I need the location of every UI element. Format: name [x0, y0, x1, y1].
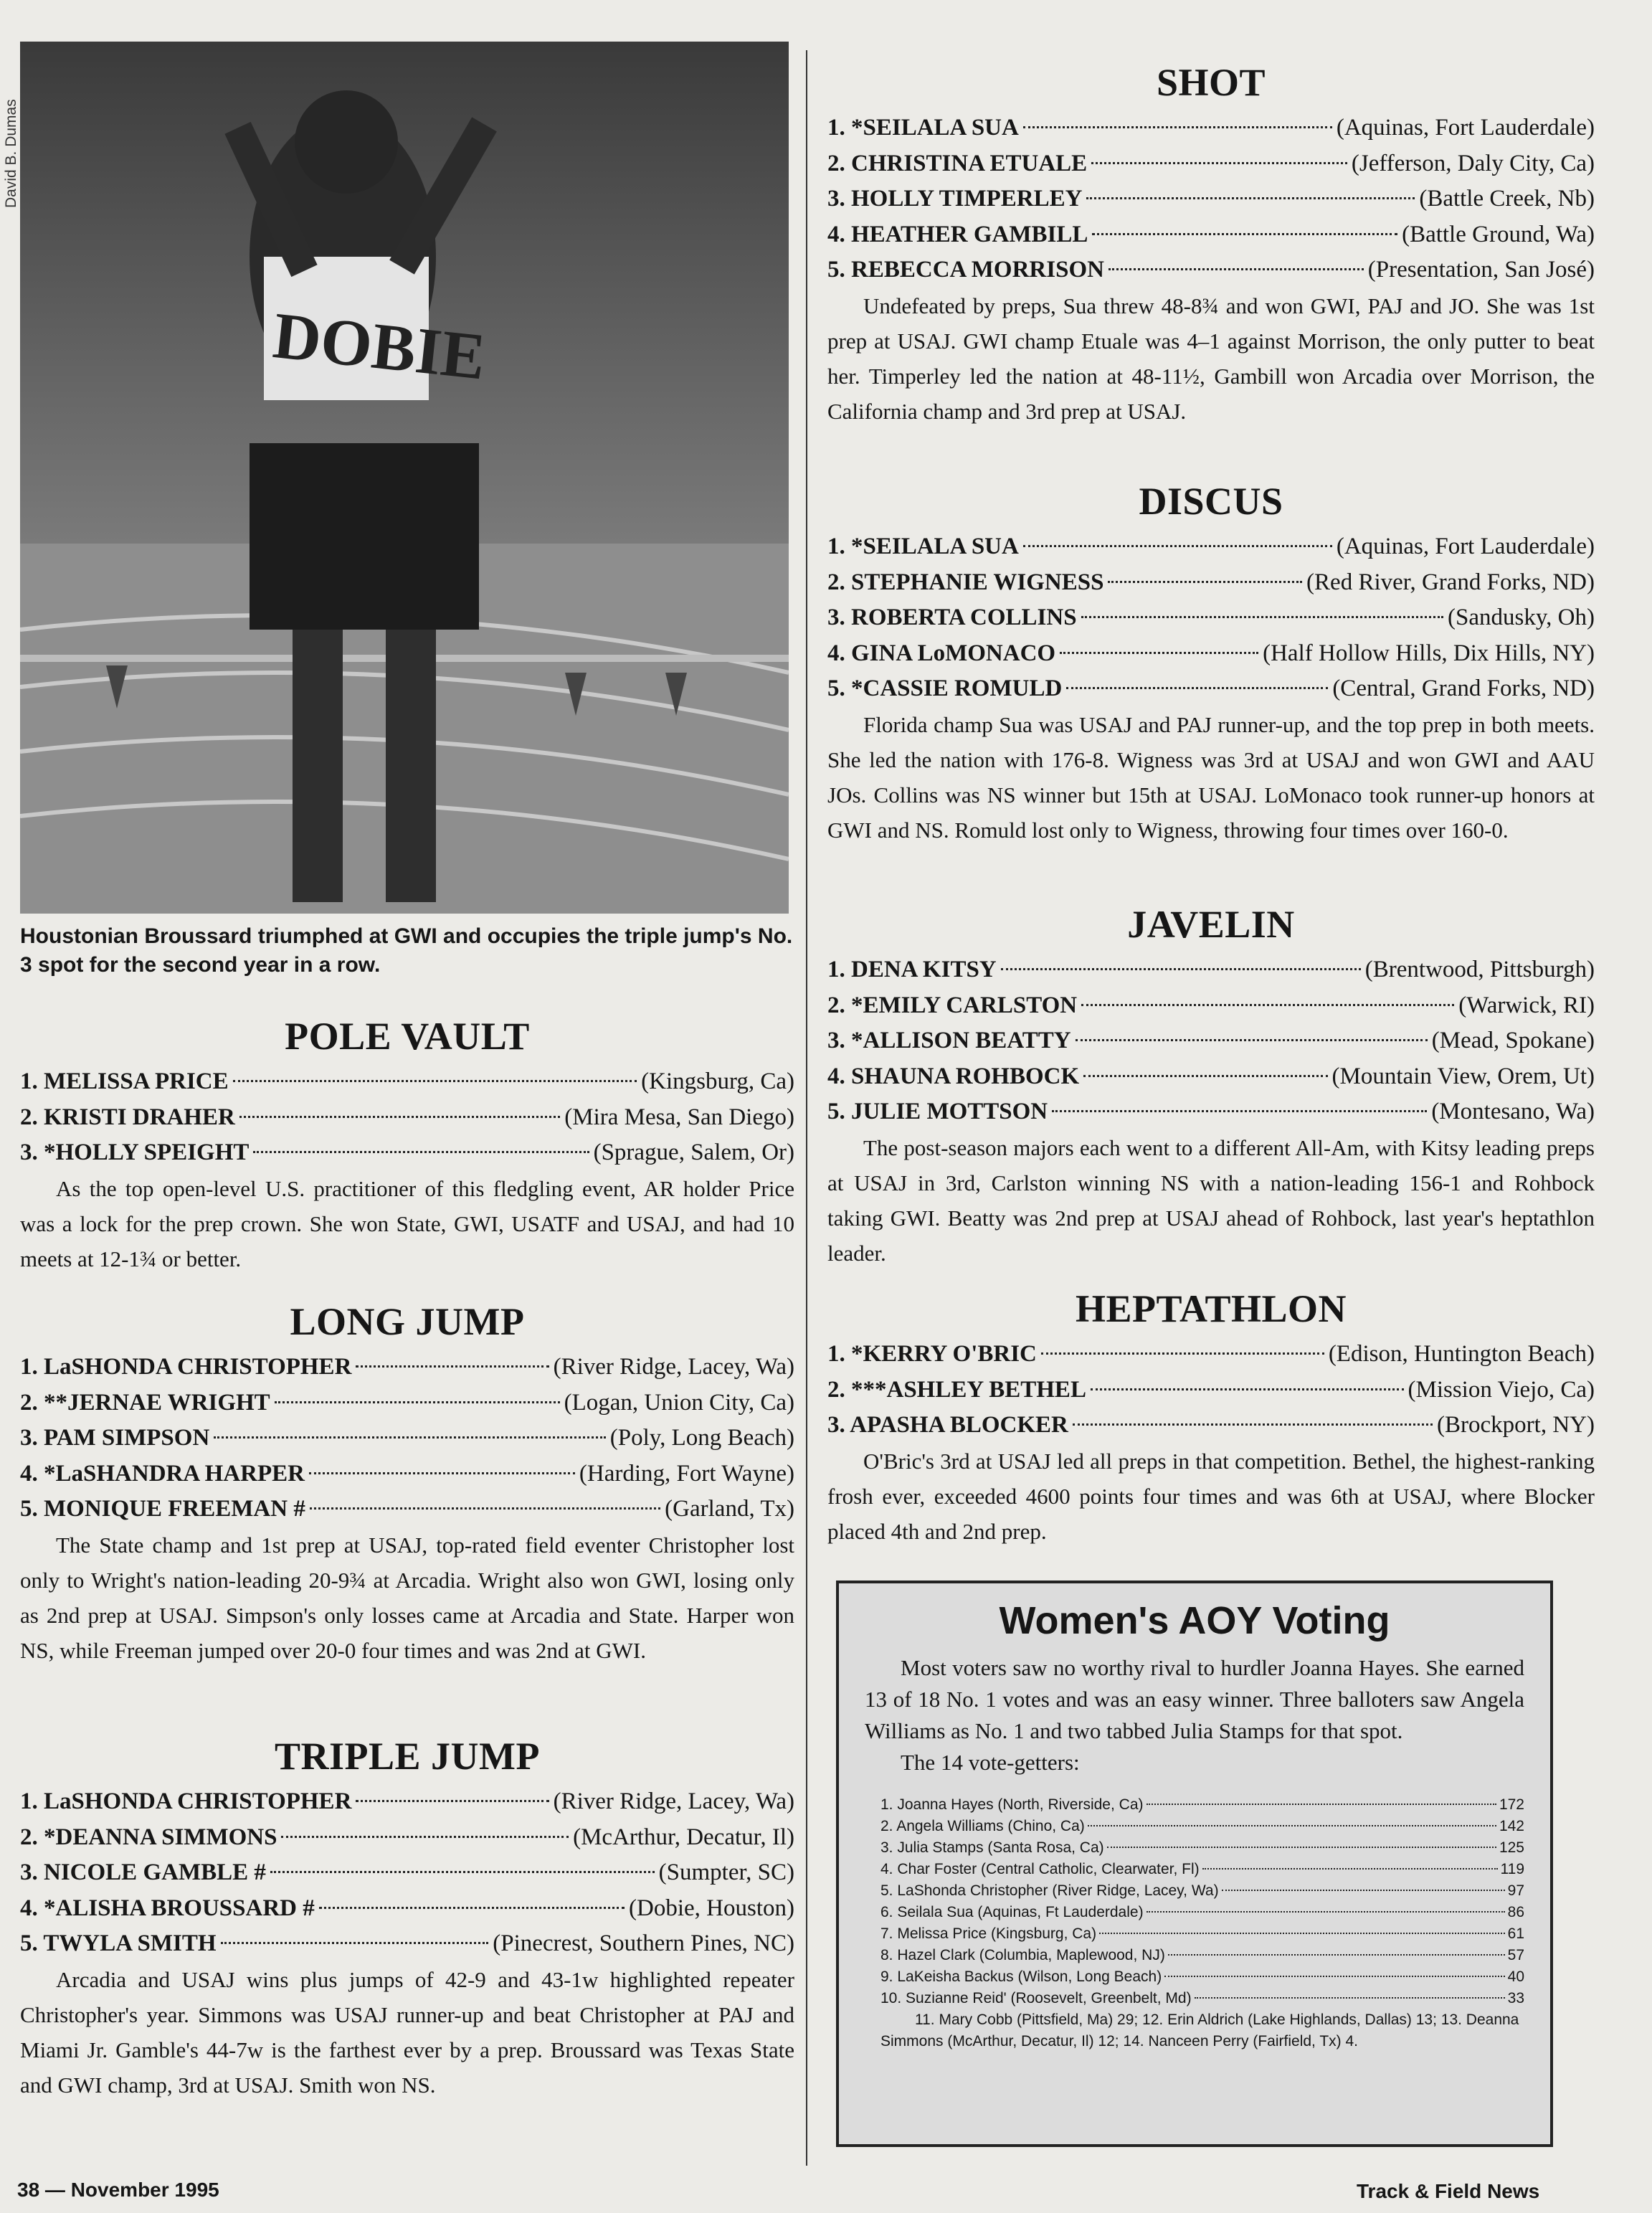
ranking-entry: [20, 1135, 794, 1171]
vote-name: 5. LaShonda Christopher (River Ridge, Lacey, Wa): [880, 1882, 1219, 1899]
athlete-name: 3. NICOLE GAMBLE #: [20, 1859, 266, 1885]
athlete-school: (Half Hollow Hills, Dix Hills, NY): [1263, 640, 1595, 666]
jersey-text: DOBIE: [270, 298, 489, 394]
heptathlon-text: O'Bric's 3rd at USAJ led all preps in that competition. Bethel, the highest-ranking frosh ever, exceeded 4600 points four times and was 6th at USAJ, where Blocker placed 4th and 2nd prep.: [827, 1448, 1595, 1544]
vote-points: 142: [1499, 1818, 1524, 1834]
ranking-entry: [827, 181, 1595, 217]
ranking-entry: [827, 529, 1595, 565]
athlete-name: 4. *ALISHA BROUSSARD #: [20, 1895, 315, 1921]
athlete-name: 3. ROBERTA COLLINS: [827, 605, 1077, 630]
athlete-school: (Aquinas, Fort Lauderdale): [1336, 115, 1595, 141]
athlete-school: (Sandusky, Oh): [1447, 605, 1595, 630]
athlete-photo: [20, 42, 789, 914]
discus-heading: DISCUS: [1139, 480, 1283, 523]
photo-credit: David B. Dumas: [3, 99, 19, 208]
ranking-entry: [827, 217, 1595, 253]
vote-name: 8. Hazel Clark (Columbia, Maplewood, NJ): [880, 1947, 1165, 1963]
long-jump-section: [20, 1297, 794, 1668]
athlete-name: 5. MONIQUE FREEMAN #: [20, 1496, 305, 1522]
vote-entry: [880, 1945, 1524, 1966]
vote-entry: [880, 1902, 1524, 1923]
ranking-entry: [827, 671, 1595, 707]
photo-caption: Houstonian Broussard triumphed at GWI and occupies the triple jump's No. 3 spot for the second year in a row.: [20, 924, 793, 977]
ranking-entry: [20, 1855, 794, 1891]
ranking-entry: [20, 1784, 794, 1820]
athlete-name: 3. PAM SIMPSON: [20, 1425, 210, 1451]
athlete-school: (Brentwood, Pittsburgh): [1364, 957, 1595, 982]
athlete-name: 4. *LaSHANDRA HARPER: [20, 1460, 305, 1487]
ranking-entry: [20, 1492, 794, 1527]
athlete-school: (Mountain View, Orem, Ut): [1331, 1063, 1595, 1089]
athlete-name: 1. MELISSA PRICE: [20, 1068, 229, 1094]
shot-text: Undefeated by preps, Sua threw 48-8¾ and won GWI, PAJ and JO. She was 1st prep at USAJ. GWI champ Etuale was 4–1 against Morrison, the only putter to beat her. Timperley led the nation at 48-11½, Gambill won Arcadia over Morrison, the California champ and 3rd prep at USAJ.: [827, 293, 1595, 424]
pole-vault-text: As the top open-level U.S. practitioner of this fledgling event, AR holder Price was a lock for the prep crown. She won State, GWI, USATF and USAJ, and had 10 meets at 12-1¾ or better.: [20, 1175, 794, 1271]
triple-jump-section: [20, 1731, 794, 2103]
athlete-name: 2. ***ASHLEY BETHEL: [827, 1376, 1086, 1403]
athlete-school: (Sumpter, SC): [658, 1859, 794, 1885]
aoy-voting-box: [836, 1581, 1553, 2147]
vote-entry: [880, 1988, 1524, 2009]
athlete-name: 3. HOLLY TIMPERLEY: [827, 186, 1083, 212]
shot-section: [827, 57, 1595, 429]
ranking-entry: [827, 252, 1595, 288]
vote-entry: [880, 1816, 1524, 1837]
ranking-entry: [827, 1337, 1595, 1373]
heptathlon-heading: HEPTATHLON: [1075, 1287, 1347, 1330]
vote-name: 6. Seilala Sua (Aquinas, Ft Lauderdale): [880, 1904, 1144, 1920]
page-footer-folio: 38 — November 1995: [17, 2179, 219, 2201]
ranking-entry: [827, 1023, 1595, 1059]
athlete-school: (River Ridge, Lacey, Wa): [553, 1788, 794, 1814]
discus-text: Florida champ Sua was USAJ and PAJ runner-up, and the top prep in both meets. She led the nation with 176-8. Wigness was 3rd at USAJ and won GWI and AAU JOs. Collins was NS winner but 15th at USAJ. LoMonaco took runner-up honors at GWI and NS. Romuld lost only to Wigness, throwing four times over 160-0.: [827, 711, 1595, 843]
ranking-entry: [827, 110, 1595, 146]
athlete-name: 4. SHAUNA ROHBOCK: [827, 1063, 1080, 1089]
ranking-entry: [20, 1100, 794, 1136]
athlete-school: (Garland, Tx): [665, 1496, 794, 1522]
athlete-school: (Mira Mesa, San Diego): [564, 1104, 794, 1130]
vote-name: 9. LaKeisha Backus (Wilson, Long Beach): [880, 1968, 1162, 1985]
athlete-school: (Central, Grand Forks, ND): [1332, 676, 1595, 701]
athlete-photo-illustration: [20, 42, 789, 914]
vote-name: 2. Angela Williams (Chino, Ca): [880, 1818, 1085, 1834]
athlete-name: 5. JULIE MOTTSON: [827, 1099, 1048, 1124]
athlete-school: (Battle Ground, Wa): [1402, 221, 1595, 247]
column-divider: [806, 50, 807, 2166]
javelin-section: [827, 899, 1595, 1271]
ranking-entry: [20, 1421, 794, 1456]
ranking-entry: [20, 1350, 794, 1385]
ranking-entry: [827, 1094, 1595, 1130]
athlete-name: 2. KRISTI DRAHER: [20, 1104, 235, 1130]
athlete-name: 3. *ALLISON BEATTY: [827, 1028, 1071, 1053]
athlete-school: (Harding, Fort Wayne): [579, 1460, 794, 1487]
athlete-school: (Warwick, RI): [1458, 992, 1595, 1018]
ranking-entry: [827, 146, 1595, 182]
vote-entry: [880, 1837, 1524, 1859]
athlete-school: (McArthur, Decatur, Il): [573, 1824, 794, 1850]
ranking-entry: [827, 988, 1595, 1024]
athlete-name: 4. HEATHER GAMBILL: [827, 221, 1088, 247]
ranking-entry: [827, 636, 1595, 672]
heptathlon-section: [827, 1284, 1595, 1549]
vote-entry: [880, 1880, 1524, 1902]
ranking-entry: [827, 952, 1595, 988]
athlete-school: (Kingsburg, Ca): [641, 1068, 794, 1094]
vote-points: 57: [1507, 1947, 1524, 1963]
athlete-name: 2. **JERNAE WRIGHT: [20, 1389, 270, 1416]
ranking-entry: [827, 565, 1595, 601]
vote-points: 172: [1499, 1796, 1524, 1813]
athlete-name: 3. APASHA BLOCKER: [827, 1412, 1068, 1438]
ranking-entry: [20, 1064, 794, 1100]
vote-name: 7. Melissa Price (Kingsburg, Ca): [880, 1925, 1097, 1942]
athlete-school: (Jefferson, Daly City, Ca): [1351, 150, 1595, 176]
triple-jump-heading: TRIPLE JUMP: [275, 1735, 540, 1778]
athlete-school: (Pinecrest, Southern Pines, NC): [493, 1930, 794, 1956]
ranking-entry: [827, 1408, 1595, 1444]
athlete-name: 2. *DEANNA SIMMONS: [20, 1824, 277, 1850]
pole-vault-section: [20, 1011, 794, 1276]
vote-name: 4. Char Foster (Central Catholic, Clearwater, Fl): [880, 1861, 1200, 1877]
vote-name: 10. Suzianne Reid' (Roosevelt, Greenbelt, Md): [880, 1990, 1192, 2006]
athlete-name: 3. *HOLLY SPEIGHT: [20, 1139, 250, 1165]
athlete-school: (Mission Viejo, Ca): [1407, 1376, 1595, 1403]
triple-jump-text: Arcadia and USAJ wins plus jumps of 42-9 and 43-1w highlighted repeater Christopher's year. Simmons was USAJ runner-up and beat Christopher at PAJ and Miami Jr. Gamble's 44-7w is the farthest ever by a prep. Broussard was Texas State and GWI champ, 3rd at USAJ. Smith won NS.: [20, 1966, 794, 2098]
athlete-name: 2. STEPHANIE WIGNESS: [827, 569, 1104, 595]
athlete-name: 1. *SEILALA SUA: [827, 534, 1019, 559]
vote-entry: [880, 1923, 1524, 1945]
vote-entry: [880, 1966, 1524, 1988]
vote-points: 61: [1507, 1925, 1524, 1942]
pole-vault-heading: POLE VAULT: [285, 1015, 530, 1058]
long-jump-heading: LONG JUMP: [290, 1300, 525, 1343]
athlete-school: (Brockport, NY): [1437, 1412, 1595, 1438]
athlete-name: 4. GINA LoMONACO: [827, 640, 1056, 666]
aoy-intro: Most voters saw no worthy rival to hurdler Joanna Hayes. She earned 13 of 18 No. 1 votes and was an easy winner. Three balloters saw Angela Williams as No. 1 and two tabbed Julia Stamps for that spot.: [865, 1655, 1524, 1743]
athlete-name: 5. *CASSIE ROMULD: [827, 676, 1063, 701]
athlete-school: (Sprague, Salem, Or): [593, 1139, 794, 1165]
ranking-entry: [20, 1891, 794, 1927]
athlete-school: (Presentation, San José): [1367, 257, 1595, 283]
vote-points: 40: [1507, 1968, 1524, 1985]
aoy-other-votes: 11. Mary Cobb (Pittsfield, Ma) 29; 12. Erin Aldrich (Lake Highlands, Dallas) 13; 13. Deanna Simmons (McArthur, Decatur, Il) 12; 14. Nanceen Perry (Fairfield, Tx) 4.: [880, 2011, 1519, 2049]
athlete-name: 5. REBECCA MORRISON: [827, 257, 1104, 283]
aoy-title: Women's AOY Voting: [999, 1599, 1390, 1642]
vote-name: 1. Joanna Hayes (North, Riverside, Ca): [880, 1796, 1144, 1813]
ranking-entry: [20, 1456, 794, 1492]
athlete-name: 2. *EMILY CARLSTON: [827, 992, 1078, 1018]
athlete-name: 1. *KERRY O'BRIC: [827, 1341, 1037, 1367]
vote-points: 119: [1500, 1861, 1524, 1877]
vote-entry: [880, 1794, 1524, 1816]
athlete-name: 1. LaSHONDA CHRISTOPHER: [20, 1354, 352, 1380]
ranking-entry: [20, 1820, 794, 1856]
athlete-school: (Red River, Grand Forks, ND): [1306, 569, 1595, 595]
athlete-school: (Logan, Union City, Ca): [564, 1389, 794, 1416]
discus-section: [827, 476, 1595, 848]
vote-points: 33: [1507, 1990, 1524, 2006]
athlete-school: (Battle Creek, Nb): [1419, 186, 1595, 212]
javelin-text: The post-season majors each went to a different All-Am, with Kitsy leading preps at USAJ in 3rd, Carlston winning NS with a nation-leading 156-1 and Rohbock taking GWI. Beatty was 2nd prep at USAJ ahead of Rohbock, last year's heptathlon leader.: [827, 1134, 1595, 1266]
athlete-school: (Mead, Spokane): [1431, 1028, 1595, 1053]
ranking-entry: [827, 600, 1595, 636]
athlete-name: 5. TWYLA SMITH: [20, 1930, 217, 1956]
athlete-name: 1. LaSHONDA CHRISTOPHER: [20, 1788, 352, 1814]
long-jump-text: The State champ and 1st prep at USAJ, top-rated field eventer Christopher lost only to Wright's nation-leading 20-9¾ at Arcadia. Wright also won GWI, losing only as 2nd prep at USAJ. Simpson's only losses came at Arcadia and State. Harper won NS, while Freeman jumped over 20-0 four times and was 2nd at GWI.: [20, 1532, 794, 1663]
ranking-entry: [20, 1926, 794, 1962]
athlete-name: 1. DENA KITSY: [827, 957, 997, 982]
athlete-name: 1. *SEILALA SUA: [827, 115, 1019, 141]
athlete-name: 2. CHRISTINA ETUALE: [827, 150, 1088, 176]
athlete-school: (River Ridge, Lacey, Wa): [553, 1354, 794, 1380]
ranking-entry: [827, 1059, 1595, 1095]
vote-points: 86: [1507, 1904, 1524, 1920]
vote-points: 125: [1499, 1839, 1524, 1856]
athlete-school: (Dobie, Houston): [629, 1895, 794, 1921]
ranking-entry: [827, 1373, 1595, 1408]
aoy-subhead: The 14 vote-getters:: [901, 1750, 1080, 1775]
athlete-school: (Montesano, Wa): [1431, 1099, 1595, 1124]
vote-points: 97: [1507, 1882, 1524, 1899]
athlete-school: (Poly, Long Beach): [609, 1425, 794, 1451]
athlete-school: (Aquinas, Fort Lauderdale): [1336, 534, 1595, 559]
ranking-entry: [20, 1385, 794, 1421]
shot-heading: SHOT: [1156, 61, 1266, 104]
javelin-heading: JAVELIN: [1127, 903, 1295, 946]
vote-name: 3. Julia Stamps (Santa Rosa, Ca): [880, 1839, 1104, 1856]
vote-entry: [880, 1859, 1524, 1880]
page-footer-publication: Track & Field News: [1357, 2180, 1540, 2202]
athlete-school: (Edison, Huntington Beach): [1328, 1341, 1595, 1367]
